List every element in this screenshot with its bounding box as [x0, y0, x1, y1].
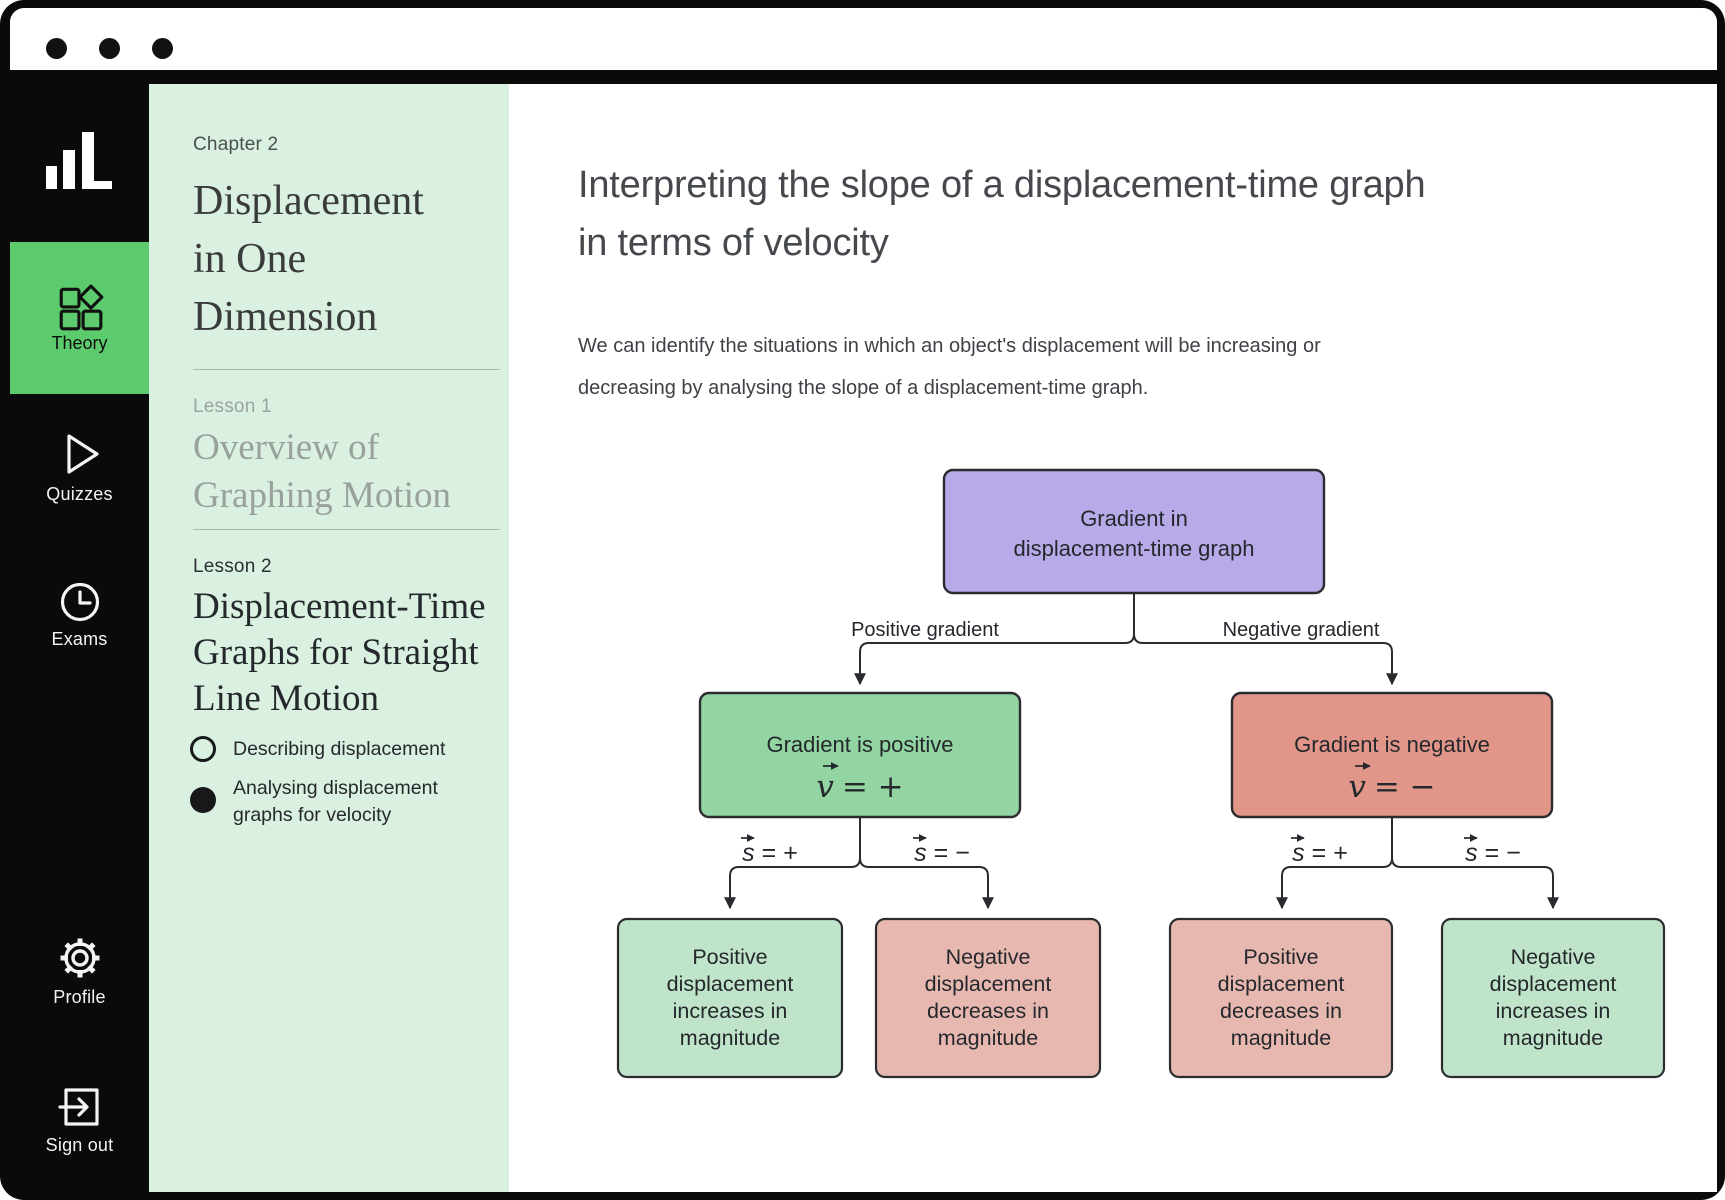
svg-text:magnitude: magnitude — [679, 1026, 781, 1050]
svg-text:displacement: displacement — [924, 972, 1052, 996]
lesson2-label: Lesson 2 — [193, 556, 272, 577]
svg-text:magnitude: magnitude — [1502, 1026, 1604, 1050]
svg-text:increases in: increases in — [672, 999, 788, 1023]
chapter-title: Displacement in One Dimension — [193, 178, 424, 340]
svg-text:magnitude: magnitude — [1230, 1026, 1332, 1050]
window-controls — [46, 38, 173, 59]
leaf-positive-displacement-decreases — [1170, 919, 1392, 1077]
svg-text:displacement: displacement — [1217, 972, 1345, 996]
app-logo[interactable] — [46, 132, 113, 195]
sidebar-item-label: Sign out — [45, 1135, 114, 1155]
svg-text:displacement-time graph: displacement-time graph — [1013, 536, 1255, 561]
content-area — [10, 84, 1717, 1192]
window-control-dot-1[interactable] — [46, 38, 67, 59]
lesson2-title[interactable]: Displacement-Time Graphs for Straight Line Motion — [193, 586, 486, 719]
topic-status-circle-icon — [190, 736, 216, 762]
leaf-positive-displacement-increases — [618, 919, 842, 1077]
category-icon — [55, 283, 105, 333]
sidebar-item-exams[interactable] — [10, 581, 149, 650]
panel-divider — [193, 529, 500, 530]
svg-text:magnitude: magnitude — [937, 1026, 1039, 1050]
svg-text:s= −: s = − — [1465, 839, 1521, 867]
svg-text:v= +: v = + — [816, 769, 904, 805]
svg-text:Gradient is positive: Gradient is positive — [766, 732, 954, 757]
node-root-gradient — [944, 470, 1324, 593]
main-content — [509, 84, 1717, 1192]
svg-text:decreases in: decreases in — [1220, 999, 1342, 1023]
chapter-label: Chapter 2 — [193, 134, 279, 155]
gradient-flowchart — [509, 440, 1717, 1100]
intro-paragraph: We can identify the situations in which an object's displacement will be increasing or decreasing by analysing the slope of a displacement-time graph. — [578, 335, 1321, 399]
nav-sidebar — [10, 84, 149, 1192]
svg-text:v= −: v = − — [1348, 769, 1436, 805]
branch-label-negative-gradient: Negative gradient — [1222, 619, 1380, 641]
sidebar-item-profile[interactable] — [10, 935, 149, 1008]
gear-icon — [57, 935, 103, 981]
window-control-dot-3[interactable] — [152, 38, 173, 59]
topic-label: Describing displacement — [233, 738, 446, 760]
sidebar-item-theory[interactable] — [10, 242, 149, 394]
svg-text:displacement: displacement — [666, 972, 794, 996]
topic-analysing-displacement[interactable] — [190, 775, 438, 829]
panel-divider — [193, 369, 500, 370]
svg-text:increases in: increases in — [1495, 999, 1611, 1023]
svg-text:Gradient in: Gradient in — [1080, 506, 1188, 531]
play-icon — [57, 430, 103, 478]
svg-text:Positive: Positive — [692, 945, 768, 969]
bar-chart-logo-icon — [46, 132, 113, 190]
leaf-negative-displacement-increases — [1442, 919, 1664, 1077]
sidebar-item-label: Profile — [53, 987, 106, 1007]
lesson1-title[interactable]: Overview of Graphing Motion — [193, 427, 451, 516]
node-gradient-positive — [700, 693, 1020, 817]
svg-text:Negative: Negative — [945, 945, 1031, 969]
topic-describing-displacement[interactable] — [190, 736, 445, 763]
svg-text:decreases in: decreases in — [927, 999, 1049, 1023]
page-title: Interpreting the slope of a displacement-time graph in terms of velocity — [578, 164, 1426, 264]
topic-label: Analysing displacement — [233, 777, 438, 799]
sidebar-item-quizzes[interactable] — [10, 430, 149, 505]
window-control-dot-2[interactable] — [99, 38, 120, 59]
sign-out-icon — [58, 1085, 102, 1129]
sidebar-item-label: Theory — [51, 332, 108, 353]
clock-icon — [59, 581, 101, 623]
svg-text:s= +: s = + — [1292, 839, 1348, 867]
sidebar-item-label: Exams — [51, 629, 108, 649]
topic-status-filled-circle-icon — [190, 787, 216, 813]
window-titlebar — [10, 8, 1717, 70]
node-gradient-negative — [1232, 693, 1552, 817]
topic-label: graphs for velocity — [233, 804, 392, 826]
branch-label-positive-gradient: Positive gradient — [851, 619, 999, 641]
leaf-negative-displacement-decreases — [876, 919, 1100, 1077]
sidebar-item-sign-out[interactable] — [10, 1085, 149, 1156]
svg-text:displacement: displacement — [1489, 972, 1617, 996]
svg-text:Positive: Positive — [1243, 945, 1319, 969]
svg-text:s= +: s = + — [742, 839, 798, 867]
lesson1-label: Lesson 1 — [193, 396, 272, 417]
sidebar-item-label: Quizzes — [46, 484, 113, 504]
svg-text:Negative: Negative — [1510, 945, 1596, 969]
svg-text:s= −: s = − — [914, 839, 970, 867]
lesson-panel — [149, 84, 509, 1192]
svg-text:Gradient is negative: Gradient is negative — [1294, 732, 1490, 757]
